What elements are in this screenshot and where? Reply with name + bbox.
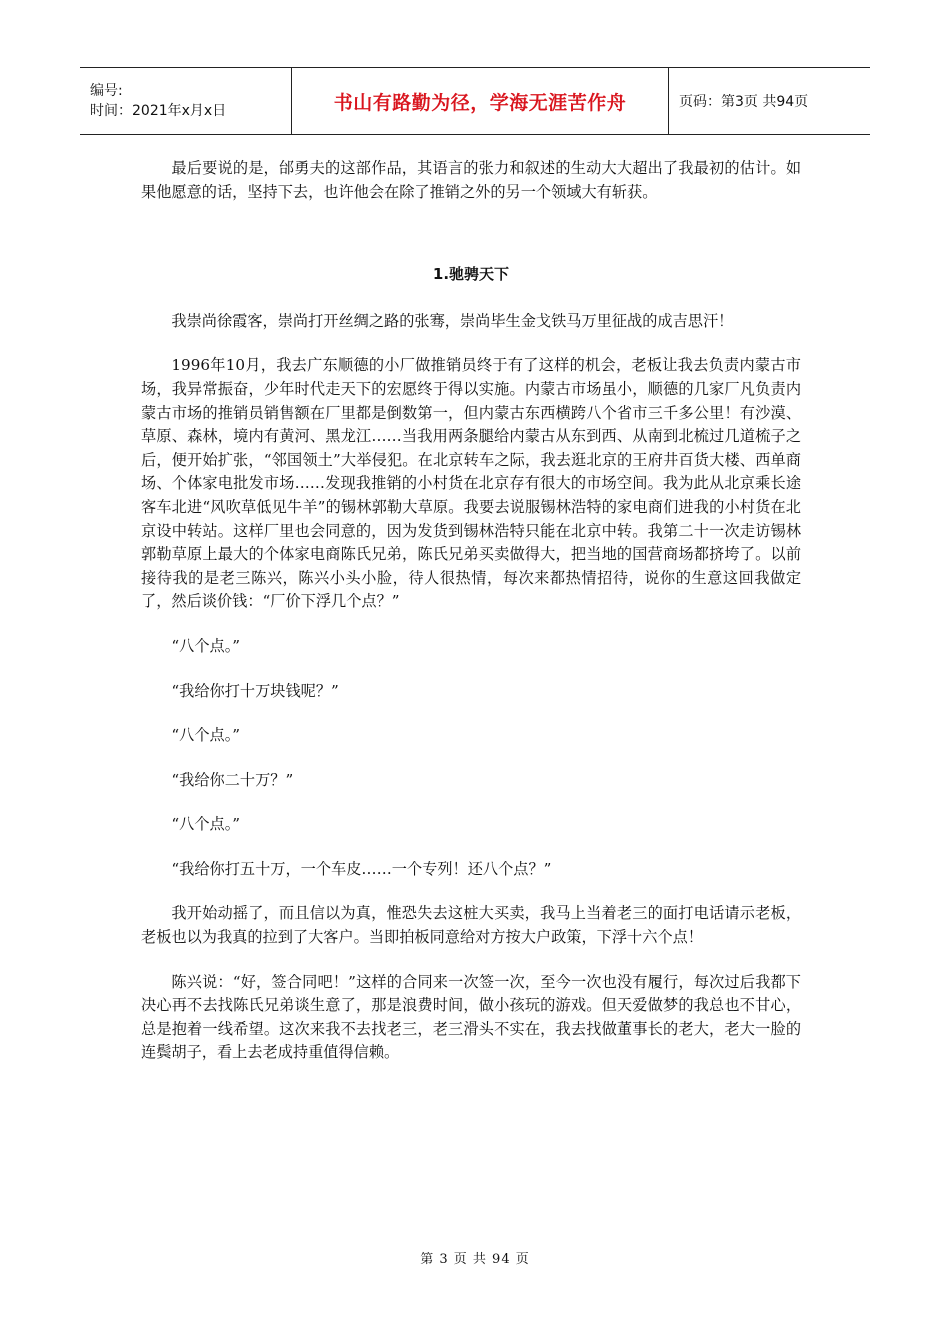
- body-paragraph: 1996年10月，我去广东顺德的小厂做推销员终于有了这样的机会，老板让我去负责内蒙古市场，我异常振奋，少年时代走天下的宏愿终于得以实施。内蒙古市场虽小，顺德的几家厂凡负责内蒙古市场的推销员销售额在厂里都是倒数第一，但内蒙古东西横跨八个省市三千多公里！有沙漠、草原、森林，境内有黄河、黑龙江……当我用两条腿给内蒙古从东到西、从南到北梳过几道梳子之后，便开始扩张，“邻国领土”大举侵犯。在北京转车之际，我去逛北京的王府井百货大楼、西单商场、个体家电批发市场……发现我推销的小村货在北京存有很大的市场空间。我为此从北京乘长途客车北进“风吹草低见牛羊”的锡林郭勒大草原。我要去说服锡林浩特的家电商们进我的小村货在北京设中转站。这样厂里也会同意的，因为发货到锡林浩特只能在北京中转。我第二十一次走访锡林郭勒草原上最大的个体家电商陈氏兄弟，陈氏兄弟买卖做得大，把当地的国营商场都挤垮了。以前接待我的是老三陈兴，陈兴小头小脸，待人很热情，每次来都热情招待，说你的生意这回我做定了，然后谈价钱：“厂价下浮几个点？”: [141, 356, 801, 611]
- dialog-line: “八个点。”: [171, 815, 241, 834]
- dialog-line: “八个点。”: [171, 636, 241, 655]
- body-paragraph: 陈兴说：“好，签合同吧！”这样的合同来一次签一次，至今一次也没有履行，每次过后我都下决心再不去找陈氏兄弟谈生意了，那是浪费时间，做小孩玩的游戏。但天爱做梦的我总也不甘心，总是抱着一线希望。这次来我不去找老三，老三滑头不实在，我去找做董事长的老大，老大一脸的连鬓胡子，看上去老成持重值得信赖。: [141, 972, 801, 1062]
- page-footer: 第 3 页 共 94 页: [420, 1252, 530, 1267]
- date-label: 时间：2021年x月x日: [90, 103, 227, 119]
- header-meta: [80, 68, 292, 135]
- dialog-line: “我给你打五十万，一个车皮……一个专列！还八个点？”: [171, 859, 552, 878]
- header-motto: 书山有路勤为径，学海无涯苦作舟: [292, 68, 669, 135]
- header-page-info: 页码：第3页 共94页: [669, 68, 871, 135]
- dialog-line: “八个点。”: [171, 726, 241, 745]
- body-paragraph: 我崇尚徐霞客，崇尚打开丝绸之路的张骞，崇尚毕生金戈铁马万里征战的成吉思汗！: [171, 311, 734, 330]
- section-title: 1.驰骋天下: [432, 265, 510, 284]
- dialog-line: “我给你二十万？”: [171, 770, 294, 789]
- body-paragraph: 我开始动摇了，而且信以为真，惟恐失去这桩大买卖，我马上当着老三的面打电话请示老板，老板也以为我真的拉到了大客户。当即拍板同意给对方按大户政策，下浮十六个点！: [141, 904, 801, 947]
- serial-label: 编号:: [90, 83, 123, 99]
- document-header: [80, 67, 870, 135]
- dialog-line: “我给你打十万块钱呢？”: [171, 681, 339, 700]
- document-body: [141, 157, 801, 1086]
- intro-paragraph: 最后要说的是，邰勇夫的这部作品，其语言的张力和叙述的生动大大超出了我最初的估计。如果他愿意的话，坚持下去，也许他会在除了推销之外的另一个领域大有斩获。: [141, 159, 801, 201]
